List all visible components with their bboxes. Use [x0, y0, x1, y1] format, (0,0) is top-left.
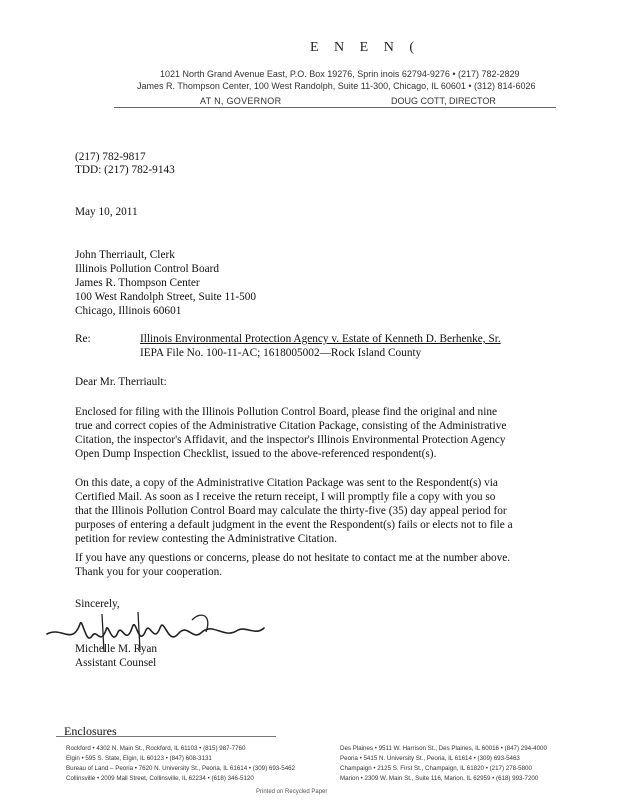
recipient-city: Chicago, Illinois 60601	[75, 305, 182, 317]
footer-office-right: Champaign • 2125 S. First St., Champaign, IL 61820 • (217) 278-5800	[340, 765, 532, 772]
body-line: purposes of entering a default judgment in the event the Respondent(s) fails or elects not to file a	[75, 519, 513, 531]
recycled-paper-note: Printed on Recycled Paper	[256, 789, 328, 795]
signer-name: Michelle M. Ryan	[75, 643, 158, 655]
letterhead-address-chicago: James R. Thompson Center, 100 West Randolph, Suite 11-300, Chicago, IL 60601 • (312) 814-6026	[137, 81, 536, 91]
salutation: Dear Mr. Therriault:	[75, 376, 167, 388]
footer-office-right: Des Plaines • 9511 W. Harrison St., Des Plaines, IL 60016 • (847) 294-4000	[340, 745, 547, 752]
closing: Sincerely,	[75, 598, 120, 610]
footer-office-left: Elgin • 595 S. State, Elgin, IL 60123 • (847) 608-3131	[66, 755, 212, 762]
footer-office-left: Rockford • 4302 N. Main St., Rockford, IL 61103 • (815) 987-7760	[66, 745, 246, 752]
enclosures-note: Enclosures	[64, 724, 117, 738]
body-line: Thank you for your cooperation.	[75, 566, 223, 578]
body-paragraph-2	[75, 476, 545, 546]
footer-divider	[56, 736, 276, 737]
letterhead-address-springfield: 1021 North Grand Avenue East, P.O. Box 19276, Sprin inois 62794-9276 • (217) 782-2829	[160, 69, 520, 79]
contact-tdd: TDD: (217) 782-9143	[75, 164, 175, 176]
footer-office-right: Peoria • 5415 N. University St., Peoria, IL 61614 • (309) 693-5463	[340, 755, 520, 762]
body-paragraph-3	[75, 551, 545, 579]
letterhead-governor: AT N, GOVERNOR	[200, 96, 282, 106]
letter-date: May 10, 2011	[75, 206, 138, 218]
body-line: If you have any questions or concerns, please do not hesitate to contact me at the number above.	[75, 552, 511, 564]
body-line: Certified Mail. As soon as I receive the return receipt, I will promptly file a copy with you so	[75, 491, 496, 503]
re-file-number: IEPA File No. 100-11-AC; 1618005002—Rock Island County	[140, 347, 422, 359]
body-line: On this date, a copy of the Administrative Citation Package was sent to the Respondent(s) via	[75, 477, 498, 489]
body-line: petition for review contesting the Administrative Citation.	[75, 533, 337, 545]
contact-phone: (217) 782-9817	[75, 151, 146, 163]
footer-office-left: Collinsville • 2009 Mall Street, Collinsville, IL 62234 • (618) 346-5120	[66, 775, 254, 782]
body-line: that the Illinois Pollution Control Board may calculate the thirty-five (35) day appeal period for	[75, 505, 507, 517]
re-case-title: Illinois Environmental Protection Agency v. Estate of Kenneth D. Berhenke, Sr.	[140, 333, 501, 345]
footer-office-right: Marion • 2309 W. Main St., Suite 116, Marion, IL 62959 • (618) 993-7200	[340, 775, 539, 782]
letterhead-divider	[114, 107, 556, 108]
body-line: true and correct copies of the Administrative Citation Package, consisting of the Administrative	[75, 420, 507, 432]
body-line: Enclosed for filing with the Illinois Pollution Control Board, please find the original and nine	[75, 406, 497, 418]
body-line: Citation, the inspector's Affidavit, and the inspector's Illinois Environmental Protection Agency	[75, 434, 506, 446]
recipient-address	[75, 248, 256, 318]
recipient-board: Illinois Pollution Control Board	[75, 263, 220, 275]
recipient-name: John Therriault, Clerk	[75, 249, 175, 261]
recipient-building: James R. Thompson Center	[75, 277, 200, 289]
re-label: Re:	[75, 333, 91, 345]
body-line: Open Dump Inspection Checklist, issued to the above-referenced respondent(s).	[75, 448, 437, 460]
letterhead-agency-name: E N E N (	[310, 40, 420, 55]
letterhead-director: DOUG COTT, DIRECTOR	[391, 96, 496, 106]
signer-title: Assistant Counsel	[75, 657, 157, 669]
body-paragraph-1	[75, 405, 545, 461]
footer-office-left: Bureau of Land – Peoria • 7620 N. University St., Peoria, IL 61614 • (309) 693-5462	[66, 765, 296, 772]
recipient-street: 100 West Randolph Street, Suite 11-500	[75, 291, 257, 303]
